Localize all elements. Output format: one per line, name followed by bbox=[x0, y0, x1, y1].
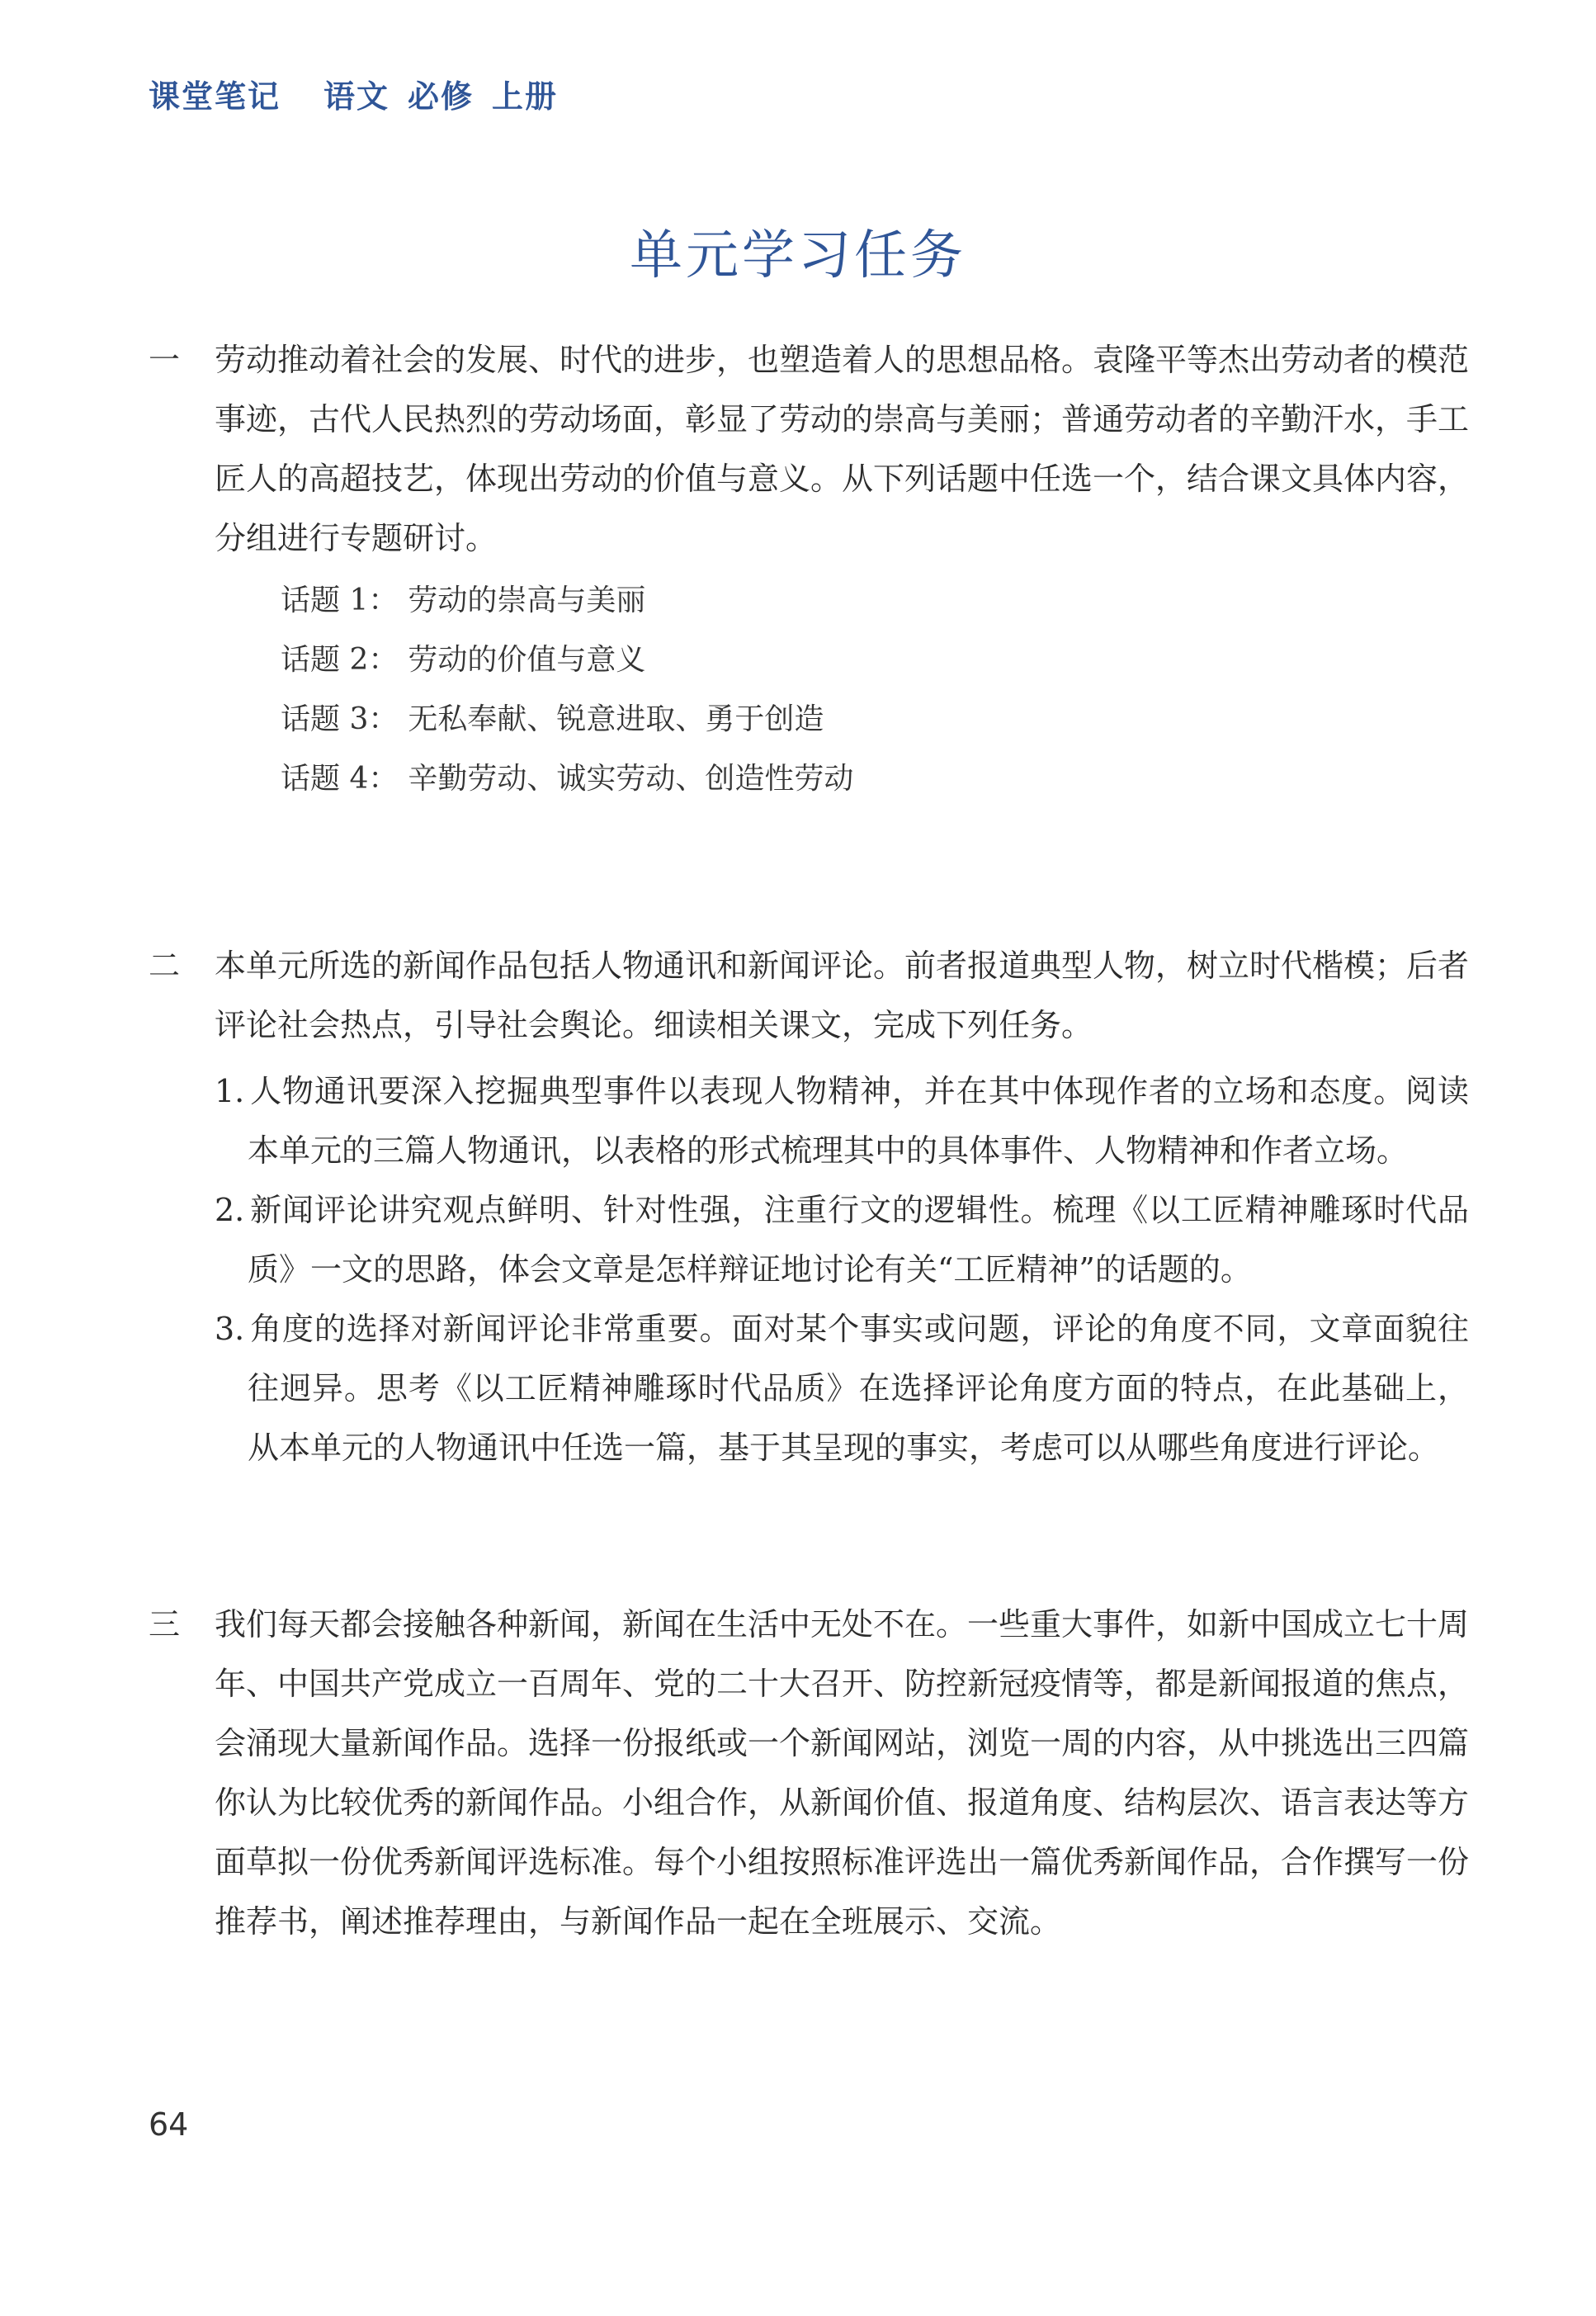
topic-item bbox=[281, 749, 1469, 809]
topic-list bbox=[281, 571, 1469, 809]
subtask-number: 1. bbox=[215, 1073, 245, 1109]
section-number: 二 bbox=[149, 948, 181, 984]
subtask-number: 3. bbox=[215, 1311, 245, 1347]
subtask-item bbox=[215, 1061, 1469, 1180]
topic-item bbox=[281, 690, 1469, 749]
topic-text: 劳动的崇高与美丽 bbox=[408, 584, 646, 617]
section-number: 一 bbox=[149, 342, 181, 378]
topic-label: 话题 4： bbox=[281, 762, 399, 796]
topic-label: 话题 3： bbox=[281, 702, 399, 736]
running-header bbox=[149, 71, 576, 116]
topic-item bbox=[281, 571, 1469, 631]
task-section-2 bbox=[149, 936, 1469, 1477]
topic-text: 劳动的价值与意义 bbox=[408, 643, 646, 677]
page-title: 单元学习任务 bbox=[630, 225, 966, 286]
topic-item bbox=[281, 631, 1469, 690]
topic-text: 无私奉献、锐意进取、勇于创造 bbox=[408, 702, 824, 736]
task-section-1 bbox=[149, 330, 1469, 809]
header-volume: 上册 bbox=[492, 78, 559, 115]
section-number: 三 bbox=[149, 1606, 181, 1642]
subtask-number: 2. bbox=[215, 1192, 245, 1228]
subtask-list bbox=[215, 1061, 1469, 1477]
page-number: 64 bbox=[149, 2106, 189, 2143]
section-paragraph: 本单元所选的新闻作品包括人物通讯和新闻评论。前者报道典型人物，树立时代楷模；后者评论社会热点，引导社会舆论。细读相关课文，完成下列任务。 bbox=[215, 948, 1470, 1043]
subtask-item bbox=[215, 1180, 1469, 1299]
topic-label: 话题 1： bbox=[281, 584, 399, 617]
subtask-text: 新闻评论讲究观点鲜明、针对性强，注重行文的逻辑性。梳理《以工匠精神雕琢时代品质》一文的思路，体会文章是怎样辩证地讨论有关“工匠精神”的话题的。 bbox=[248, 1192, 1469, 1288]
topic-text: 辛勤劳动、诚实劳动、创造性劳动 bbox=[408, 762, 854, 796]
task-section-3 bbox=[149, 1595, 1469, 1951]
subtask-text: 人物通讯要深入挖掘典型事件以表现人物精神，并在其中体现作者的立场和态度。阅读本单元的三篇人物通讯，以表格的形式梳理其中的具体事件、人物精神和作者立场。 bbox=[248, 1073, 1469, 1169]
topic-label: 话题 2： bbox=[281, 643, 399, 677]
subtask-text: 角度的选择对新闻评论非常重要。面对某个事实或问题，评论的角度不同，文章面貌往往迥异。思考《以工匠精神雕琢时代品质》在选择评论角度方面的特点，在此基础上，从本单元的人物通讯中任选一篇，基于其呈现的事实，考虑可以从哪些角度进行评论。 bbox=[248, 1311, 1469, 1466]
section-paragraph: 劳动推动着社会的发展、时代的进步，也塑造着人的思想品格。袁隆平等杰出劳动者的模范事迹，古代人民热烈的劳动场面，彰显了劳动的崇高与美丽；普通劳动者的辛勤汗水，手工匠人的高超技艺，体现出劳动的价值与意义。从下列话题中任选一个，结合课文具体内容，分组进行专题研讨。 bbox=[215, 342, 1470, 556]
header-book-notes: 课堂笔记 bbox=[149, 78, 281, 115]
section-paragraph: 我们每天都会接触各种新闻，新闻在生活中无处不在。一些重大事件，如新中国成立七十周年、中国共产党成立一百周年、党的二十大召开、防控新冠疫情等，都是新闻报道的焦点，会涌现大量新闻作品。选择一份报纸或一个新闻网站，浏览一周的内容，从中挑选出三四篇你认为比较优秀的新闻作品。小组合作，从新闻价值、报道角度、结构层次、语言表达等方面草拟一份优秀新闻评选标准。每个小组按照标准评选出一篇优秀新闻作品，合作撰写一份推荐书，阐述推荐理由，与新闻作品一起在全班展示、交流。 bbox=[215, 1606, 1470, 1940]
subtask-item bbox=[215, 1299, 1469, 1477]
header-volume-type: 必修 bbox=[408, 78, 475, 115]
header-subject: 语文 bbox=[323, 78, 390, 115]
